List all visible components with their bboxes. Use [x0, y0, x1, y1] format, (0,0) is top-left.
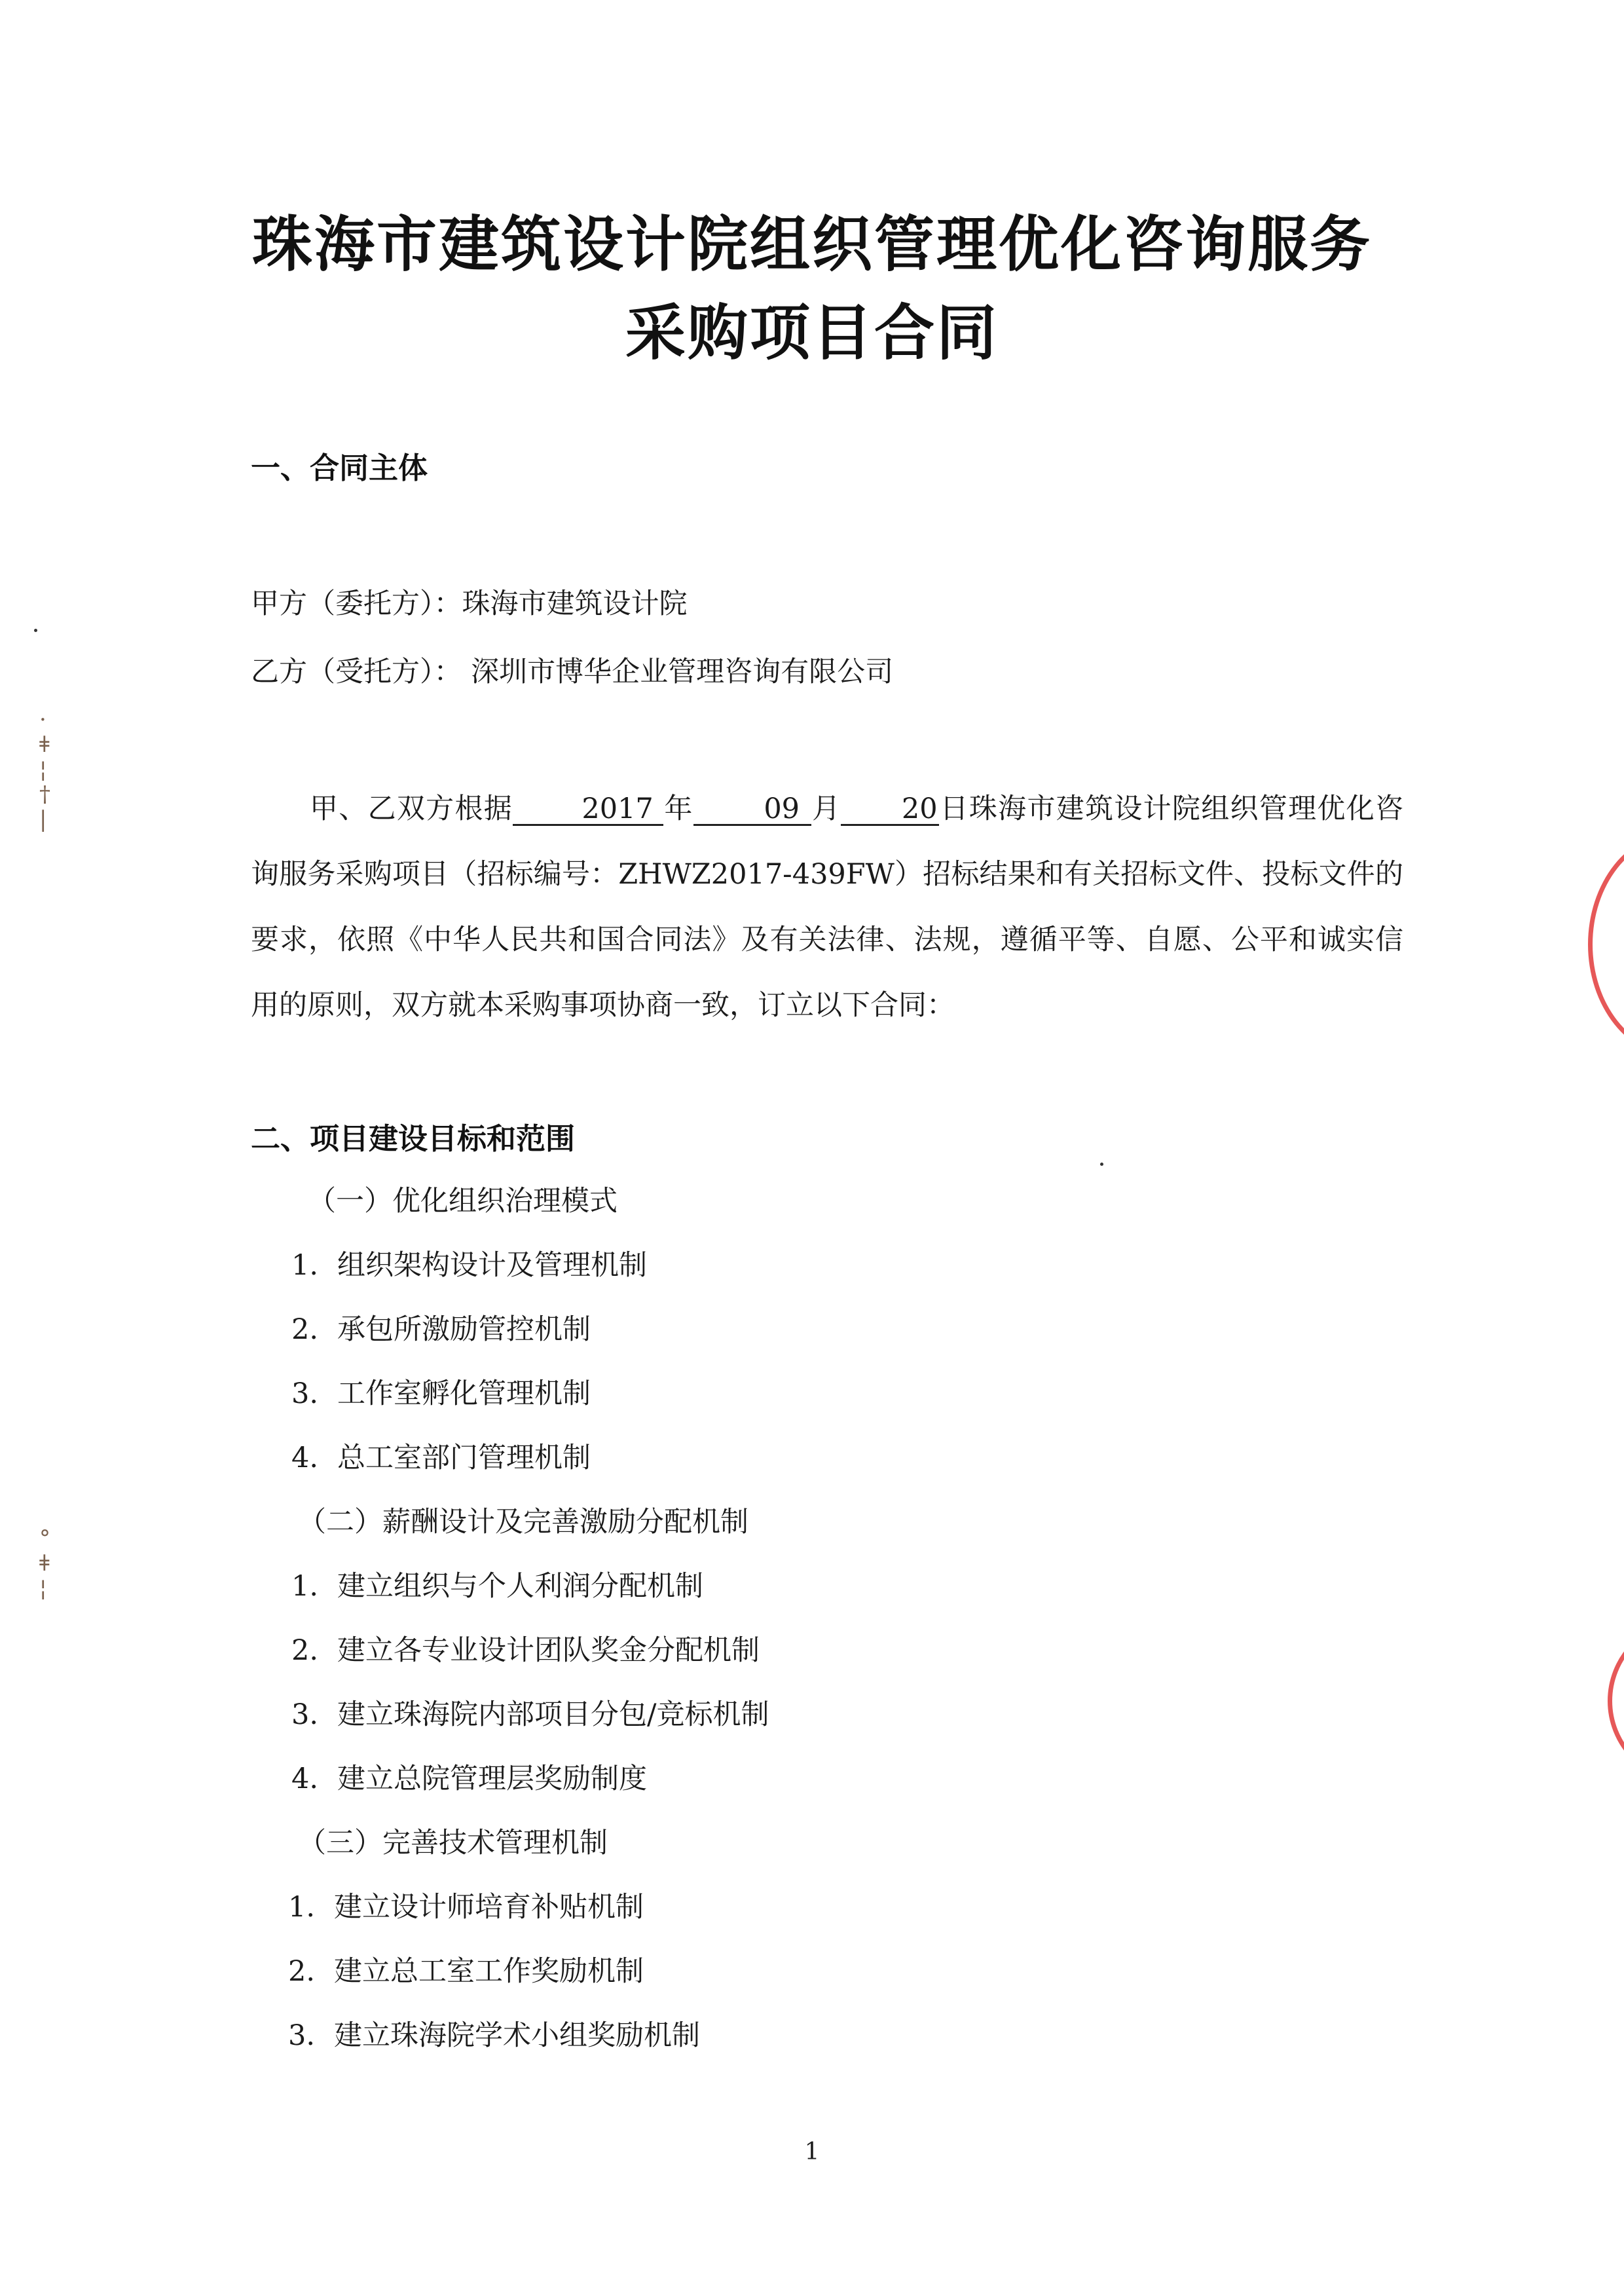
list-item-text: 建立设计师培育补贴机制 [334, 1891, 644, 1924]
list-item [288, 1949, 644, 1989]
list-item [291, 1757, 647, 1797]
list-item [291, 1243, 647, 1283]
intro-prefix: 甲、乙双方根据 [310, 793, 513, 825]
list-item-number: 4. [291, 1763, 319, 1795]
list-item [291, 1692, 769, 1732]
intro-month: 09 [693, 794, 811, 826]
list-item [291, 1307, 591, 1347]
list-item [291, 1628, 760, 1668]
list-item-number: 3. [291, 1377, 319, 1410]
list-item-text: 承包所激励管控机制 [337, 1313, 591, 1346]
list-item-text: 建立组织与个人利润分配机制 [337, 1570, 703, 1603]
page-number: 1 [804, 2138, 820, 2165]
list-item-text: 建立珠海院内部项目分包/竞标机制 [337, 1698, 769, 1731]
group-title: （二）薪酬设计及完善激励分配机制 [298, 1506, 748, 1539]
list-item-number: 3. [288, 2019, 316, 2052]
intro-year-label: 年 [663, 793, 693, 825]
list-item [291, 1371, 591, 1411]
intro-rest: 日珠海市建筑设计院组织管理优化咨询服务采购项目（招标编号：ZHWZ2017-439FW）招标结果和有关招标文件、投标文件的要求，依照《中华人民共和国合同法》及有关法律、法规，遵循平等、自愿、公平和诚实信用的原则，双方就本采购事项协商一致，订立以下合同： [251, 793, 1404, 1022]
list-item-text: 建立各专业设计团队奖金分配机制 [337, 1634, 760, 1667]
list-item [288, 2013, 700, 2053]
list-item-text: 组织架构设计及管理机制 [337, 1249, 647, 1282]
party-a-line: 甲方（委托方）：珠海市建筑设计院 [251, 588, 688, 620]
list-item [291, 1436, 591, 1476]
binding-marks-top: · ǂ ¦ † | [39, 707, 50, 832]
list-item-text: 建立总工室工作奖励机制 [334, 1955, 644, 1988]
document-title-line1: 珠海市建筑设计院组织管理优化咨询服务 [251, 210, 1372, 280]
group-title: （三）完善技术管理机制 [298, 1827, 608, 1859]
list-item-text: 建立总院管理层奖励制度 [337, 1763, 647, 1795]
seal-stamp-lower [1608, 1618, 1624, 1784]
group-title: （一）优化组织治理模式 [308, 1185, 618, 1218]
list-item-text: 工作室孵化管理机制 [337, 1377, 591, 1410]
list-item-text: 建立珠海院学术小组奖励机制 [334, 2019, 700, 2052]
list-item-number: 2. [288, 1955, 316, 1988]
list-item-number: 1. [291, 1570, 319, 1603]
list-item-number: 1. [291, 1249, 319, 1282]
list-item-number: 3. [291, 1698, 319, 1731]
seal-stamp-upper [1588, 832, 1624, 1057]
speck [1100, 1163, 1103, 1166]
speck [34, 629, 37, 632]
intro-year: 2017 [513, 794, 663, 826]
list-item-number: 2. [291, 1634, 319, 1667]
list-item-number: 2. [291, 1313, 319, 1346]
party-b-line: 乙方（受托方）： 深圳市博华企业管理咨询有限公司 [251, 656, 894, 688]
list-item-text: 总工室部门管理机制 [337, 1442, 591, 1474]
intro-day: 20 [841, 794, 939, 826]
list-item [291, 1564, 703, 1604]
list-item [288, 1885, 644, 1925]
list-item-number: 4. [291, 1442, 319, 1474]
intro-paragraph [251, 776, 1403, 1038]
binding-marks-bottom: ° ǂ ¦ [39, 1525, 50, 1601]
document-title-line2: 采购项目合同 [625, 298, 999, 368]
section2-heading: 二、项目建设目标和范围 [251, 1121, 576, 1156]
list-item-number: 1. [288, 1891, 316, 1924]
intro-month-label: 月 [811, 793, 841, 825]
section1-heading: 一、合同主体 [251, 451, 428, 485]
